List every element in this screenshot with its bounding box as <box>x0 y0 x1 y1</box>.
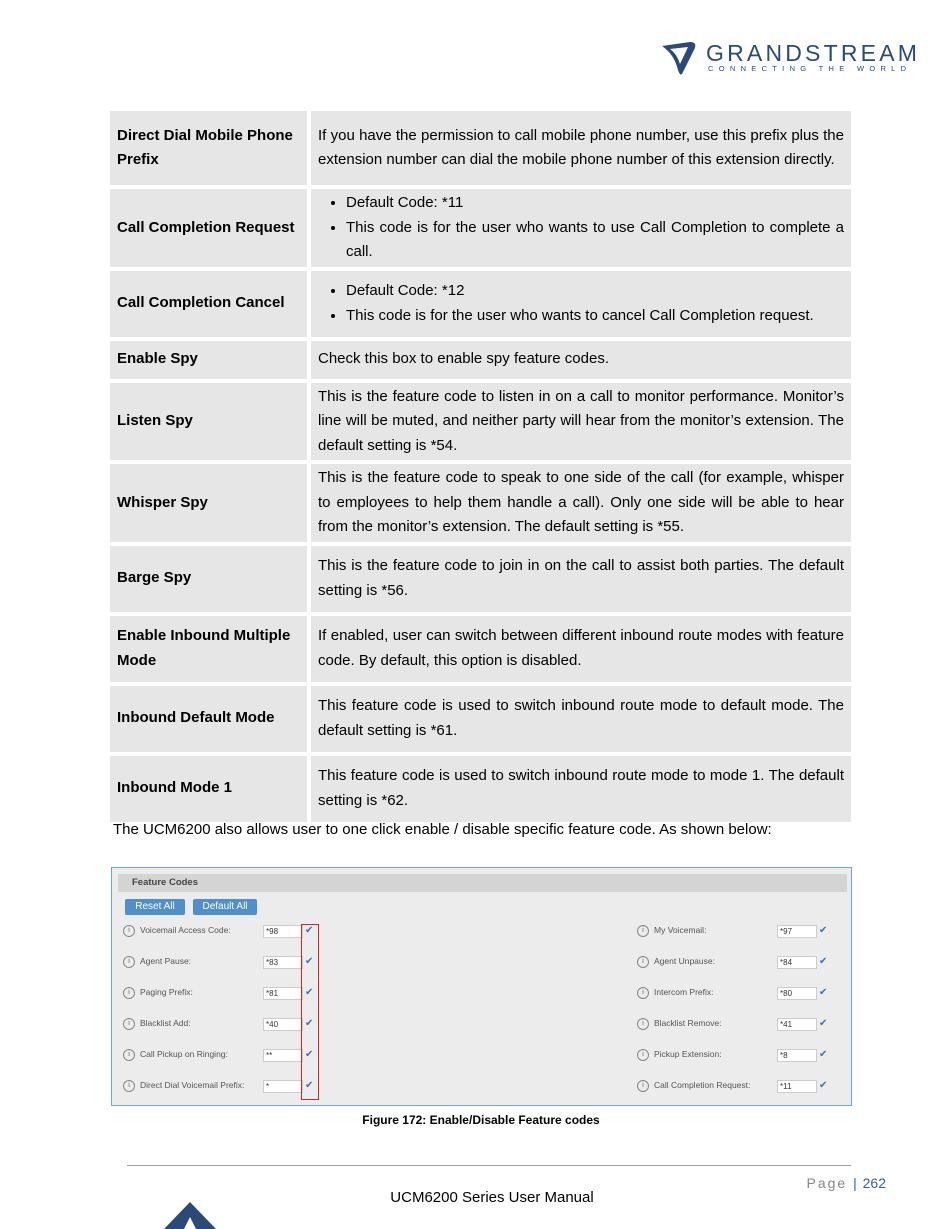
feature-code-label: Call Completion Request: <box>654 1080 751 1090</box>
info-icon[interactable]: i <box>123 987 135 999</box>
enable-checkbox[interactable]: ✔ <box>819 956 828 967</box>
feature-code-row <box>637 955 837 969</box>
enable-checkbox[interactable]: ✔ <box>819 1049 828 1060</box>
row-desc: If enabled, user can switch between different inbound route modes with feature code. By default, this option is disabled. <box>311 616 851 682</box>
row-desc: This feature code is used to switch inbound route mode to default mode. The default setting is *61. <box>311 686 851 752</box>
feature-code-input[interactable]: *97 <box>777 925 817 938</box>
row-desc: This is the feature code to listen in on a call to monitor performance. Monitor’s line will be muted, and neither party will hear from the monitor’s extension. The default setting is *54. <box>311 383 851 461</box>
feature-code-input[interactable]: *84 <box>777 956 817 969</box>
row-desc: This is the feature code to join in on the call to assist both parties. The default setting is *56. <box>311 546 851 612</box>
row-name: Direct Dial Mobile Phone Prefix <box>110 111 307 185</box>
enable-checkbox[interactable]: ✔ <box>305 956 314 967</box>
reset-all-button[interactable]: Reset All <box>125 899 185 915</box>
feature-code-input[interactable]: *11 <box>777 1080 817 1093</box>
row-desc: Check this box to enable spy feature codes. <box>311 341 851 379</box>
feature-code-label: Voicemail Access Code: <box>140 925 231 935</box>
feature-code-label: Call Pickup on Ringing: <box>140 1049 228 1059</box>
row-name: Listen Spy <box>110 383 307 461</box>
table-row <box>110 341 851 379</box>
row-desc: If you have the permission to call mobile phone number, use this prefix plus the extension number can dial the mobile phone number of this extension directly. <box>311 111 851 185</box>
feature-code-input[interactable]: *8 <box>777 1049 817 1062</box>
page-number-value: 262 <box>862 1175 886 1191</box>
default-all-button[interactable]: Default All <box>193 899 257 915</box>
row-name: Enable Spy <box>110 341 307 379</box>
table-row <box>110 686 851 752</box>
row-name: Barge Spy <box>110 546 307 612</box>
info-icon[interactable]: i <box>637 1049 649 1061</box>
table-row <box>110 383 851 461</box>
feature-code-input[interactable]: *81 <box>263 987 303 1000</box>
bullet-item: • This code is for the user who wants to use Call Completion to complete a call. <box>346 216 844 265</box>
footer-divider <box>127 1165 851 1166</box>
feature-code-input[interactable]: *83 <box>263 956 303 969</box>
figure-caption: Figure 172: Enable/Disable Feature codes <box>362 1113 600 1127</box>
table-row <box>110 546 851 612</box>
feature-code-input[interactable]: * <box>263 1080 303 1093</box>
enable-checkbox[interactable]: ✔ <box>819 925 828 936</box>
row-name: Call Completion Request <box>110 189 307 267</box>
feature-code-table <box>106 107 855 826</box>
feature-code-input[interactable]: *40 <box>263 1018 303 1031</box>
enable-checkbox[interactable]: ✔ <box>819 1018 828 1029</box>
feature-code-row <box>123 1079 323 1093</box>
feature-code-input[interactable]: *98 <box>263 925 303 938</box>
feature-code-label: Direct Dial Voicemail Prefix: <box>140 1080 245 1090</box>
row-desc <box>311 189 851 267</box>
feature-code-row <box>637 1017 837 1031</box>
row-desc: This is the feature code to speak to one side of the call (for example, whisper to employees to help them handle a call). Only one side will be able to hear from the monitor’s extension. The default setting is *55. <box>311 464 851 542</box>
info-icon[interactable]: i <box>123 925 135 937</box>
feature-code-label: Blacklist Remove: <box>654 1018 722 1028</box>
brand-name: GRANDSTREAM <box>706 40 921 66</box>
feature-code-label: Blacklist Add: <box>140 1018 191 1028</box>
feature-code-input[interactable]: *41 <box>777 1018 817 1031</box>
feature-code-row <box>637 986 837 1000</box>
feature-code-label: Agent Pause: <box>140 956 192 966</box>
table-row <box>110 111 851 185</box>
page-label: Page <box>806 1175 848 1191</box>
row-name: Whisper Spy <box>110 464 307 542</box>
feature-code-label: Intercom Prefix: <box>654 987 714 997</box>
brand-tagline: CONNECTING THE WORLD <box>708 64 912 73</box>
feature-code-row <box>123 924 323 938</box>
info-icon[interactable]: i <box>637 1080 649 1092</box>
table-row <box>110 616 851 682</box>
feature-codes-header: Feature Codes <box>118 874 847 892</box>
feature-code-label: Agent Unpause: <box>654 956 715 966</box>
feature-code-row <box>637 924 837 938</box>
table-row <box>110 271 851 337</box>
bullet-item: • Default Code: *12 <box>346 279 844 304</box>
feature-code-row <box>637 1079 837 1093</box>
row-name: Inbound Mode 1 <box>110 756 307 822</box>
info-icon[interactable]: i <box>123 1018 135 1030</box>
table-row <box>110 189 851 267</box>
feature-code-row <box>123 1017 323 1031</box>
enable-checkbox[interactable]: ✔ <box>305 925 314 936</box>
bullet-item: • This code is for the user who wants to cancel Call Completion request. <box>346 304 844 329</box>
feature-code-label: Paging Prefix: <box>140 987 193 997</box>
intro-paragraph: The UCM6200 also allows user to one click enable / disable specific feature code. As shown below: <box>113 821 772 838</box>
page-separator: | <box>853 1175 857 1191</box>
enable-checkbox[interactable]: ✔ <box>819 1080 828 1091</box>
info-icon[interactable]: i <box>637 925 649 937</box>
info-icon[interactable]: i <box>637 956 649 968</box>
bullet-item: • Default Code: *11 <box>346 191 844 216</box>
feature-code-row <box>123 986 323 1000</box>
feature-code-label: My Voicemail: <box>654 925 707 935</box>
feature-code-label: Pickup Extension: <box>654 1049 722 1059</box>
row-desc <box>311 271 851 337</box>
enable-checkbox[interactable]: ✔ <box>819 987 828 998</box>
feature-code-input[interactable]: ** <box>263 1049 303 1062</box>
row-name: Enable Inbound Multiple Mode <box>110 616 307 682</box>
row-name: Call Completion Cancel <box>110 271 307 337</box>
info-icon[interactable]: i <box>637 1018 649 1030</box>
feature-code-input[interactable]: *80 <box>777 987 817 1000</box>
row-name: Inbound Default Mode <box>110 686 307 752</box>
enable-checkbox[interactable]: ✔ <box>305 1018 314 1029</box>
feature-codes-screenshot <box>111 867 852 1106</box>
corner-logo-icon <box>160 1200 220 1229</box>
grandstream-logo <box>660 38 920 78</box>
enable-checkbox[interactable]: ✔ <box>305 987 314 998</box>
info-icon[interactable]: i <box>123 956 135 968</box>
table-row <box>110 756 851 822</box>
info-icon[interactable]: i <box>123 1049 135 1061</box>
feature-code-row <box>123 955 323 969</box>
logo-icon <box>660 40 700 76</box>
feature-code-row <box>637 1048 837 1062</box>
row-desc: This feature code is used to switch inbound route mode to mode 1. The default setting is *62. <box>311 756 851 822</box>
info-icon[interactable]: i <box>123 1080 135 1092</box>
enable-checkbox[interactable]: ✔ <box>305 1080 314 1091</box>
footer-title: UCM6200 Series User Manual <box>390 1189 594 1206</box>
info-icon[interactable]: i <box>637 987 649 999</box>
feature-code-row <box>123 1048 323 1062</box>
table-row <box>110 464 851 542</box>
highlight-box <box>301 924 319 1100</box>
enable-checkbox[interactable]: ✔ <box>305 1049 314 1060</box>
